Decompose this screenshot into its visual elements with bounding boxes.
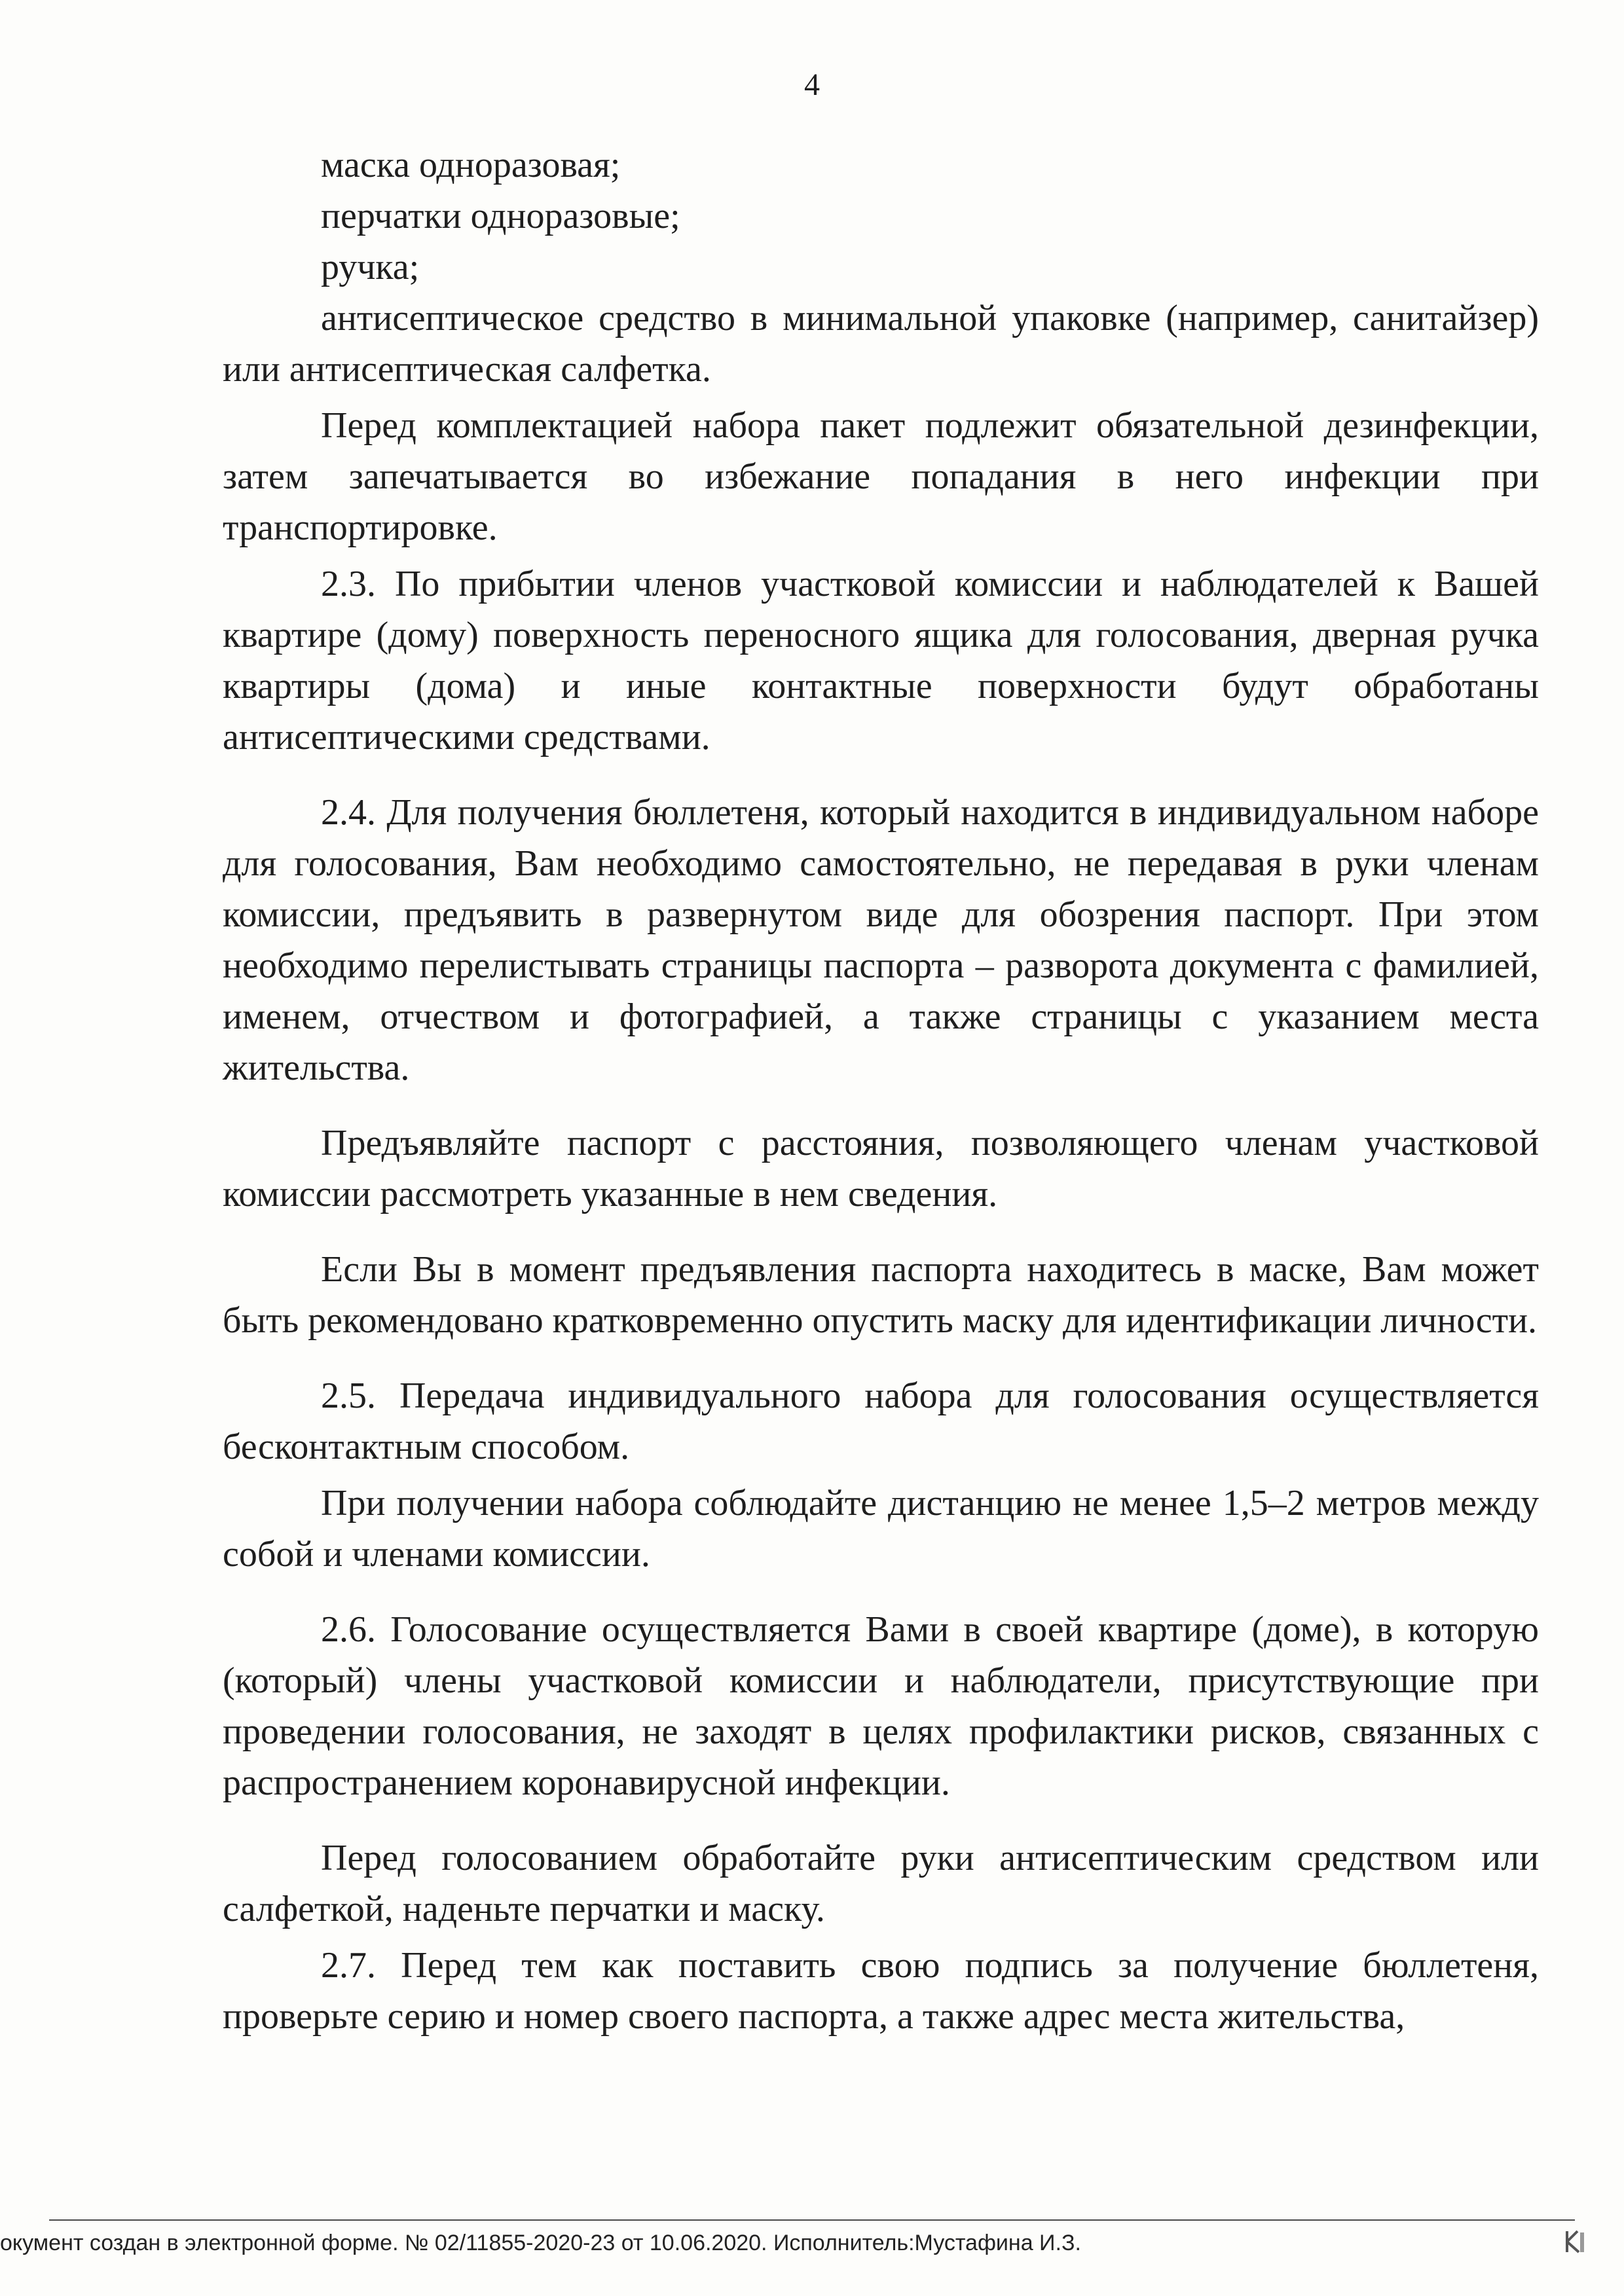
paragraph: При получении набора соблюдайте дистанцию не менее 1,5–2 метров между собой и членами комиссии. (223, 1483, 1539, 1575)
paragraph: Предъявляйте паспорт с расстояния, позволяющего членам участковой комиссии рассмотреть указанные в нем сведения. (223, 1123, 1539, 1214)
paragraph-2-4: 2.4. Для получения бюллетеня, который находится в индивидуальном наборе для голосования, Вам необходимо самостоятельно, не передавая в руки членам комиссии, предъявить в развернутом виде для обозрения паспорт. При этом необходимо перелистывать страницы паспорта – разворота документа с фамилией, именем, отчеством и фотографией, а также страницы с указанием места жительства. (223, 792, 1539, 1088)
paragraph: антисептическое средство в минимальной упаковке (например, санитайзер) или антисептическая салфетка. (223, 298, 1539, 390)
page-number: 4 (804, 67, 820, 102)
paragraph: Перед голосованием обработайте руки антисептическим средством или салфеткой, наденьте перчатки и маску. (223, 1838, 1539, 1929)
paragraph: Если Вы в момент предъявления паспорта находитесь в маске, Вам может быть рекомендовано кратковременно опустить маску для идентификации личности. (223, 1249, 1539, 1341)
paragraph-2-5: 2.5. Передача индивидуального набора для голосования осуществляется бесконтактным способом. (223, 1376, 1539, 1467)
list-item: маска одноразовая; (321, 145, 621, 185)
footer-divider (49, 2219, 1575, 2221)
list-item: ручка; (321, 247, 420, 287)
document-body (223, 139, 1539, 2042)
paragraph-2-6: 2.6. Голосование осуществляется Вами в своей квартире (доме), в которую (который) члены участковой комиссии и наблюдатели, присутствующие при проведении голосования, не заходят в целях профилактики рисков, связанных с распространением коронавирусной инфекции. (223, 1609, 1539, 1803)
paragraph: Перед комплектацией набора пакет подлежит обязательной дезинфекции, затем запечатывается во избежание попадания в него инфекции при транспортировке. (223, 405, 1539, 548)
paragraph-2-3: 2.3. По прибытии членов участковой комиссии и наблюдателей к Вашей квартире (дому) поверхность переносного ящика для голосования, дверная ручка квартиры (дома) и иные контактные поверхности будут обработаны антисептическими средствами. (223, 564, 1539, 757)
paragraph-2-7: 2.7. Перед тем как поставить свою подпись за получение бюллетеня, проверьте серию и номер своего паспорта, а также адрес места жительства, (223, 1945, 1539, 2037)
list-item: перчатки одноразовые; (321, 196, 680, 236)
footer-text: окумент создан в электронной форме. № 02/11855-2020-23 от 10.06.2020. Исполнитель:Мустафина И.З. (0, 2231, 1081, 2255)
scan-mark-icon (1562, 2226, 1588, 2257)
